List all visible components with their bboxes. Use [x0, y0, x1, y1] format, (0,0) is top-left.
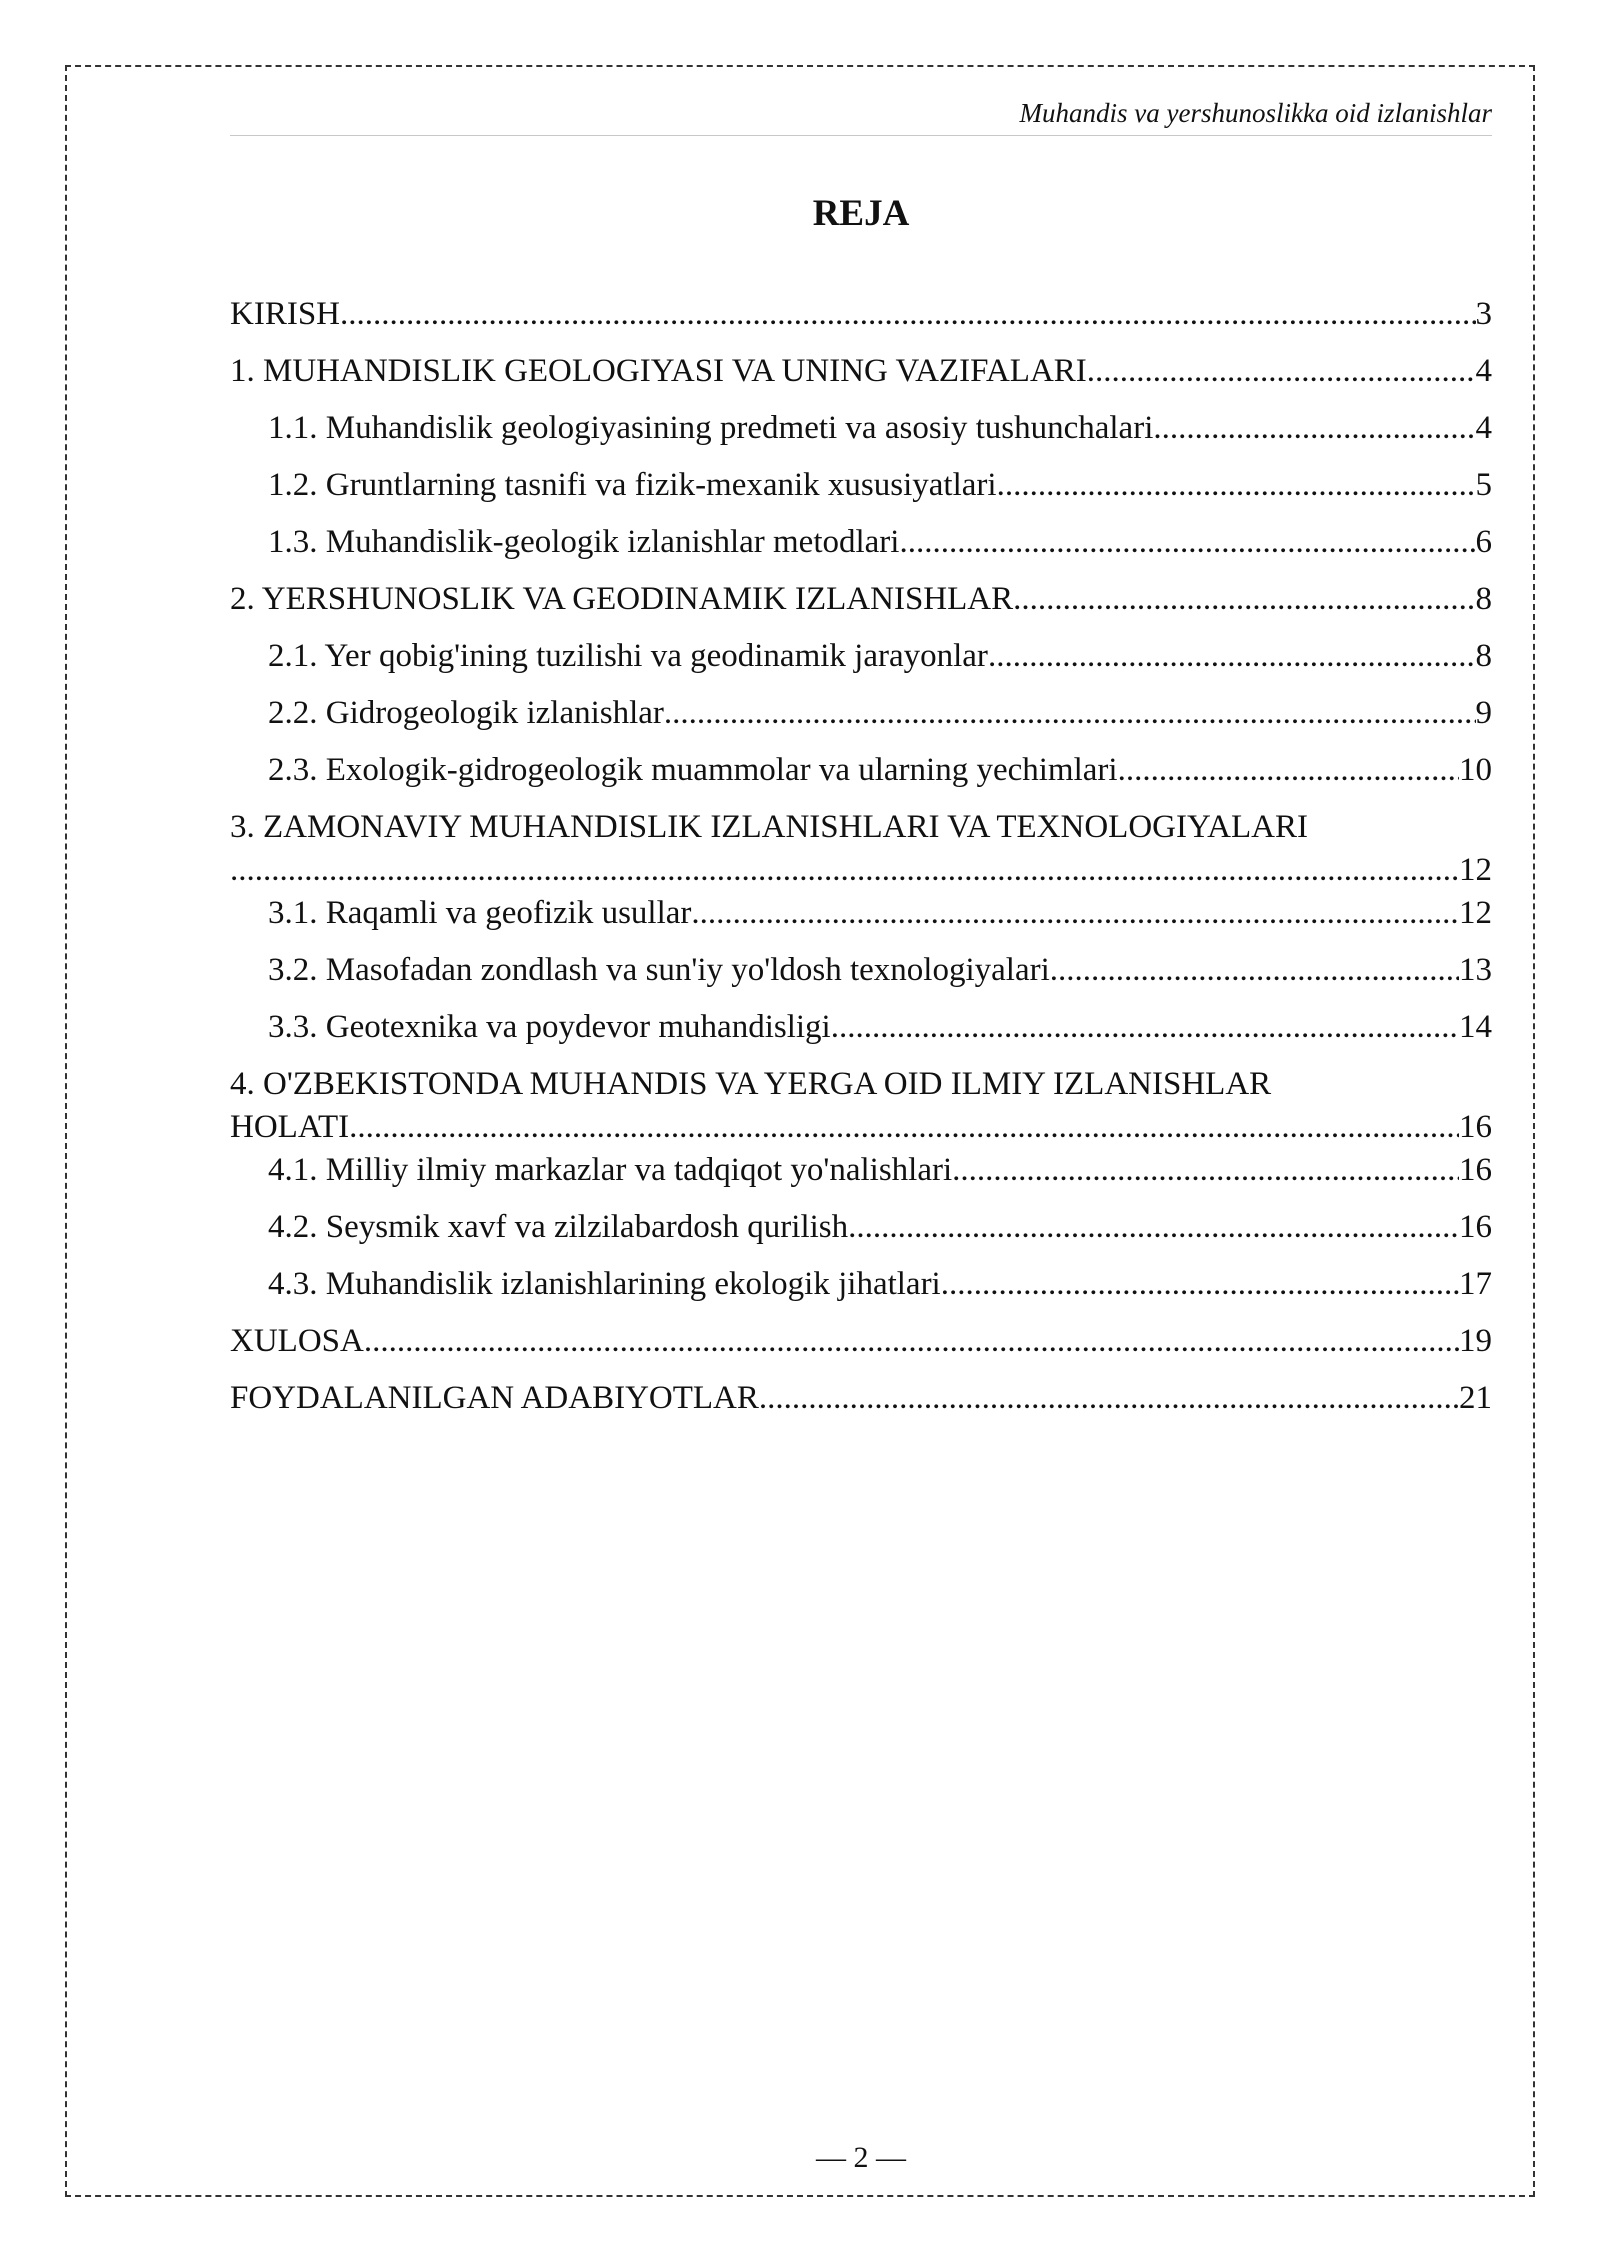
- toc-entry-page: 5: [1475, 467, 1492, 503]
- toc-entry-page: 4: [1475, 353, 1492, 389]
- toc-entry-title: 2. YERSHUNOSLIK VA GEODINAMIK IZLANISHLAR: [230, 581, 1014, 617]
- toc-entry[interactable]: [230, 1320, 1492, 1377]
- toc-entry-continuation: [230, 849, 1492, 892]
- table-of-contents: [230, 293, 1492, 1434]
- toc-entry-continuation: [230, 1106, 1492, 1149]
- toc-entry-title: 4.3. Muhandislik izlanishlarining ekologik jihatlari: [268, 1266, 941, 1302]
- toc-leader-dots: [691, 892, 1459, 935]
- toc-leader-dots: [988, 635, 1476, 678]
- toc-entry-page: 4: [1475, 410, 1492, 446]
- toc-entry[interactable]: [230, 1377, 1492, 1434]
- toc-entry[interactable]: [230, 1149, 1492, 1206]
- toc-entry[interactable]: [230, 892, 1492, 949]
- toc-entry[interactable]: [230, 692, 1492, 749]
- toc-leader-dots: [1050, 949, 1459, 992]
- toc-leader-dots: [848, 1206, 1459, 1249]
- toc-entry-page: 16: [1459, 1152, 1492, 1188]
- toc-entry[interactable]: [230, 407, 1492, 464]
- toc-title: REJA: [812, 193, 910, 234]
- toc-entry-page: 21: [1459, 1380, 1492, 1416]
- toc-entry[interactable]: [230, 521, 1492, 578]
- toc-entry-title: 4.2. Seysmik xavf va zilzilabardosh qurilish: [268, 1209, 849, 1245]
- toc-entry-title: 3. ZAMONAVIY MUHANDISLIK IZLANISHLARI VA TEXNOLOGIYALARI: [230, 809, 1308, 845]
- toc-entry-page: 17: [1459, 1266, 1492, 1302]
- toc-entry-title: 4. O'ZBEKISTONDA MUHANDIS VA YERGA OID ILMIY IZLANISHLAR: [230, 1066, 1272, 1102]
- toc-entry[interactable]: [230, 635, 1492, 692]
- toc-entry-page: 16: [1459, 1109, 1492, 1145]
- toc-entry-page: 6: [1475, 524, 1492, 560]
- toc-entry[interactable]: [230, 464, 1492, 521]
- toc-entry-page: 9: [1475, 695, 1492, 731]
- toc-leader-dots: [831, 1006, 1459, 1049]
- toc-entry-title: 2.2. Gidrogeologik izlanishlar: [268, 695, 664, 731]
- toc-entry-page: 8: [1475, 638, 1492, 674]
- running-header: Muhandis va yershunoslikka oid izlanishlar: [230, 96, 1492, 136]
- toc-leader-dots: [1087, 350, 1476, 393]
- toc-entry-title: XULOSA: [230, 1323, 364, 1359]
- toc-entry-title: FOYDALANILGAN ADABIYOTLAR: [230, 1380, 759, 1416]
- toc-entry[interactable]: [230, 578, 1492, 635]
- toc-leader-dots: [340, 293, 1475, 336]
- toc-entry[interactable]: [230, 350, 1492, 407]
- toc-entry-title: 4.1. Milliy ilmiy markazlar va tadqiqot yo'nalishlari: [268, 1152, 953, 1188]
- toc-entry-page: 3: [1475, 296, 1492, 332]
- toc-entry[interactable]: [230, 1263, 1492, 1320]
- toc-leader-dots: [997, 464, 1476, 507]
- toc-entry[interactable]: [230, 1206, 1492, 1263]
- toc-entry-page: 8: [1475, 581, 1492, 617]
- toc-entry[interactable]: [230, 749, 1492, 806]
- toc-entry-page: 10: [1459, 752, 1492, 788]
- toc-leader-dots: [952, 1149, 1459, 1192]
- toc-entry-title: 3.1. Raqamli va geofizik usullar: [268, 895, 692, 931]
- toc-entry-page: 13: [1459, 952, 1492, 988]
- toc-entry[interactable]: [230, 1006, 1492, 1063]
- toc-entry[interactable]: [230, 1063, 1492, 1149]
- toc-entry[interactable]: [230, 293, 1492, 350]
- toc-entry-title-line2: HOLATI: [230, 1109, 350, 1145]
- toc-leader-dots: [1118, 749, 1459, 792]
- toc-entry-title: 2.3. Exologik-gidrogeologik muammolar va ularning yechimlari: [268, 752, 1118, 788]
- toc-entry-title: 3.3. Geotexnika va poydevor muhandisligi: [268, 1009, 831, 1045]
- toc-leader-dots: [1013, 578, 1475, 621]
- page-number: — 2 —: [816, 2141, 906, 2174]
- toc-leader-dots: [1153, 407, 1475, 450]
- toc-leader-dots: [349, 1106, 1459, 1149]
- toc-leader-dots: [759, 1377, 1459, 1420]
- toc-entry-page: 16: [1459, 1209, 1492, 1245]
- toc-entry-title: 1.2. Gruntlarning tasnifi va fizik-mexanik xususiyatlari: [268, 467, 997, 503]
- toc-entry-page: 12: [1459, 895, 1492, 931]
- toc-entry-page: 14: [1459, 1009, 1492, 1045]
- toc-leader-dots: [899, 521, 1475, 564]
- toc-leader-dots: [364, 1320, 1459, 1363]
- toc-entry-title: 1.1. Muhandislik geologiyasining predmeti va asosiy tushunchalari: [268, 410, 1154, 446]
- toc-entry-title: 2.1. Yer qobig'ining tuzilishi va geodinamik jarayonlar: [268, 638, 988, 674]
- toc-entry-title: 1.3. Muhandislik-geologik izlanishlar metodlari: [268, 524, 900, 560]
- toc-leader-dots: [664, 692, 1476, 735]
- toc-entry-page: 12: [1459, 852, 1492, 888]
- toc-leader-dots: [230, 849, 1459, 892]
- toc-entry-title: 1. MUHANDISLIK GEOLOGIYASI VA UNING VAZIFALARI: [230, 353, 1087, 389]
- toc-entry-title: 3.2. Masofadan zondlash va sun'iy yo'ldosh texnologiyalari: [268, 952, 1050, 988]
- toc-entry[interactable]: [230, 949, 1492, 1006]
- toc-entry-page: 19: [1459, 1323, 1492, 1359]
- toc-leader-dots: [941, 1263, 1459, 1306]
- toc-entry-title: KIRISH: [230, 296, 341, 332]
- toc-entry[interactable]: [230, 806, 1492, 892]
